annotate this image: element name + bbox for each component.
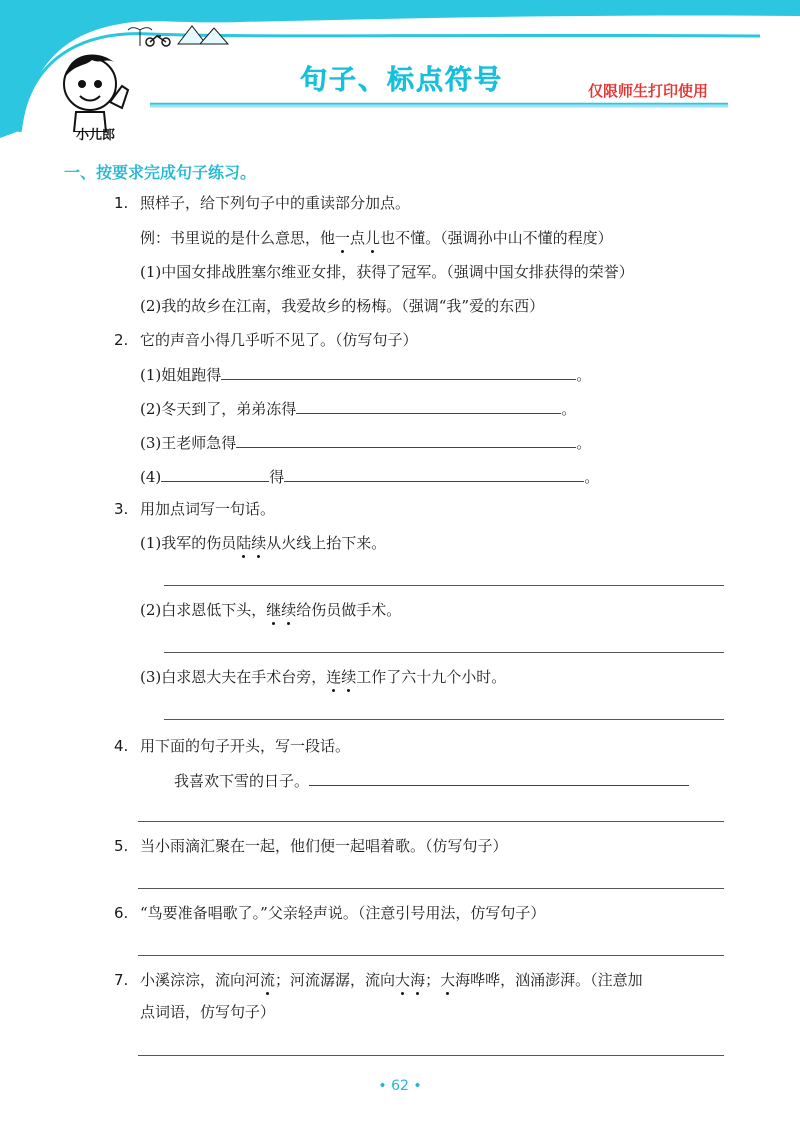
q4-start-blank[interactable] bbox=[309, 770, 689, 786]
q2-number: 2. bbox=[114, 331, 129, 349]
q1-example-dot2: 儿 bbox=[365, 229, 381, 247]
q2-item-2-blank[interactable] bbox=[296, 398, 561, 414]
q7-part-1: 小溪淙淙，流向河 bbox=[140, 971, 261, 989]
q4-start-text: 我喜欢下雪的日子。 bbox=[174, 772, 310, 790]
q2-item-1 bbox=[140, 364, 591, 385]
q4-prompt: 用下面的句子开头，写一段话。 bbox=[140, 737, 351, 755]
q3-item-3-b: 工作了六十九个小时。 bbox=[356, 668, 507, 686]
q7-part-3: ； bbox=[425, 971, 441, 989]
q2-prompt: 它的声音小得几乎听不见了。（仿写句子） bbox=[140, 331, 418, 349]
palm-tree-icon bbox=[128, 28, 152, 46]
q3-item-2-a: (2)白求恩低下头， bbox=[140, 601, 267, 619]
q7-part-2: ；河流潺潺，流向 bbox=[275, 971, 396, 989]
q1-example-b: 点 bbox=[350, 229, 366, 247]
q7-dot-1: 流 bbox=[260, 971, 276, 989]
q2-item-4-blank-a[interactable] bbox=[161, 466, 269, 482]
q1-number: 1. bbox=[114, 194, 129, 212]
q1-prompt: 照样子，给下列句子中的重读部分加点。 bbox=[140, 194, 411, 212]
q3-item-1-a: (1)我军的伤员 bbox=[140, 534, 237, 552]
q3-item-3 bbox=[140, 667, 506, 687]
q4-number: 4. bbox=[114, 737, 129, 755]
q7-part-4: 海哗哗，汹涌澎湃。（注意加 bbox=[455, 971, 643, 989]
q7-dot-4: 大 bbox=[440, 971, 456, 989]
q7-prompt-line2: 点词语，仿写句子） bbox=[140, 1003, 276, 1021]
section-title: 一、按要求完成句子练习。 bbox=[64, 163, 257, 182]
q2-item-1-end: 。 bbox=[576, 366, 592, 384]
q3-item-2-dot2: 续 bbox=[281, 601, 297, 619]
q7-dot-3: 海 bbox=[410, 971, 426, 989]
q7-answer-line[interactable] bbox=[138, 1055, 724, 1056]
q2-item-3-end: 。 bbox=[576, 434, 592, 452]
q7-prompt-line1 bbox=[140, 970, 643, 990]
q2-item-1-blank[interactable] bbox=[221, 364, 576, 380]
page-title: 句子、标点符号 bbox=[300, 65, 503, 96]
q6-prompt: “鸟要准备唱歌了。”父亲轻声说。（注意引号用法，仿写句子） bbox=[140, 904, 546, 922]
q3-item-1-dot2: 续 bbox=[251, 534, 267, 552]
q3-item-2 bbox=[140, 600, 401, 620]
q2-item-4-de: 得 bbox=[269, 468, 285, 486]
q3-item-2-b: 给伤员做手术。 bbox=[296, 601, 402, 619]
q2-item-3-text: (3)王老师急得 bbox=[140, 434, 237, 452]
q1-example-c: 也不懂。（强调孙中山不懂的程度） bbox=[380, 229, 613, 247]
page-number: • 62 • bbox=[378, 1078, 422, 1094]
q3-item-3-dot2: 续 bbox=[341, 668, 357, 686]
q5-prompt: 当小雨滴汇聚在一起，他们便一起唱着歌。（仿写句子） bbox=[140, 837, 508, 855]
q1-item-1: (1)中国女排战胜塞尔维亚女排，获得了冠军。（强调中国女排获得的荣誉） bbox=[140, 263, 634, 281]
q3-item-1 bbox=[140, 533, 386, 553]
q6-number: 6. bbox=[114, 904, 129, 922]
q5-number: 5. bbox=[114, 837, 129, 855]
q2-item-2 bbox=[140, 398, 576, 419]
q2-item-4-text: (4) bbox=[140, 468, 162, 486]
q1-example bbox=[140, 228, 613, 248]
q3-number: 3. bbox=[114, 500, 129, 518]
q2-item-1-text: (1)姐姐跑得 bbox=[140, 366, 222, 384]
q1-example-dot1: 一 bbox=[335, 229, 351, 247]
print-notice: 仅限师生打印使用 bbox=[588, 82, 709, 100]
q3-item-3-answer-line[interactable] bbox=[164, 719, 724, 720]
q7-dot-2: 大 bbox=[395, 971, 411, 989]
q2-item-3-blank[interactable] bbox=[236, 432, 576, 448]
q3-item-1-dot1: 陆 bbox=[236, 534, 252, 552]
q3-item-3-dot1: 连 bbox=[326, 668, 342, 686]
q2-item-4 bbox=[140, 466, 599, 487]
q3-item-2-dot1: 继 bbox=[266, 601, 282, 619]
mascot-label: 小儿郎 bbox=[76, 128, 116, 143]
mascot-boy-icon bbox=[56, 46, 136, 132]
q3-item-2-answer-line[interactable] bbox=[164, 652, 724, 653]
q2-item-2-text: (2)冬天到了，弟弟冻得 bbox=[140, 400, 297, 418]
bicycle-icon bbox=[146, 36, 170, 46]
q4-start bbox=[174, 770, 689, 791]
q4-answer-line[interactable] bbox=[138, 821, 724, 822]
q1-item-2: (2)我的故乡在江南，我爱故乡的杨梅。（强调“我”爱的东西） bbox=[140, 297, 545, 315]
q2-item-3 bbox=[140, 432, 591, 453]
q7-number: 7. bbox=[114, 971, 129, 989]
q3-item-1-answer-line[interactable] bbox=[164, 585, 724, 586]
q6-answer-line[interactable] bbox=[138, 955, 724, 956]
q3-item-1-b: 从火线上抬下来。 bbox=[266, 534, 387, 552]
q2-item-4-end: 。 bbox=[584, 468, 600, 486]
q5-answer-line[interactable] bbox=[138, 888, 724, 889]
q1-example-a: 例：书里说的是什么意思，他 bbox=[140, 229, 336, 247]
q2-item-2-end: 。 bbox=[561, 400, 577, 418]
q2-item-4-blank-b[interactable] bbox=[284, 466, 584, 482]
q3-prompt: 用加点词写一句话。 bbox=[140, 500, 276, 518]
q3-item-3-a: (3)白求恩大夫在手术台旁， bbox=[140, 668, 327, 686]
